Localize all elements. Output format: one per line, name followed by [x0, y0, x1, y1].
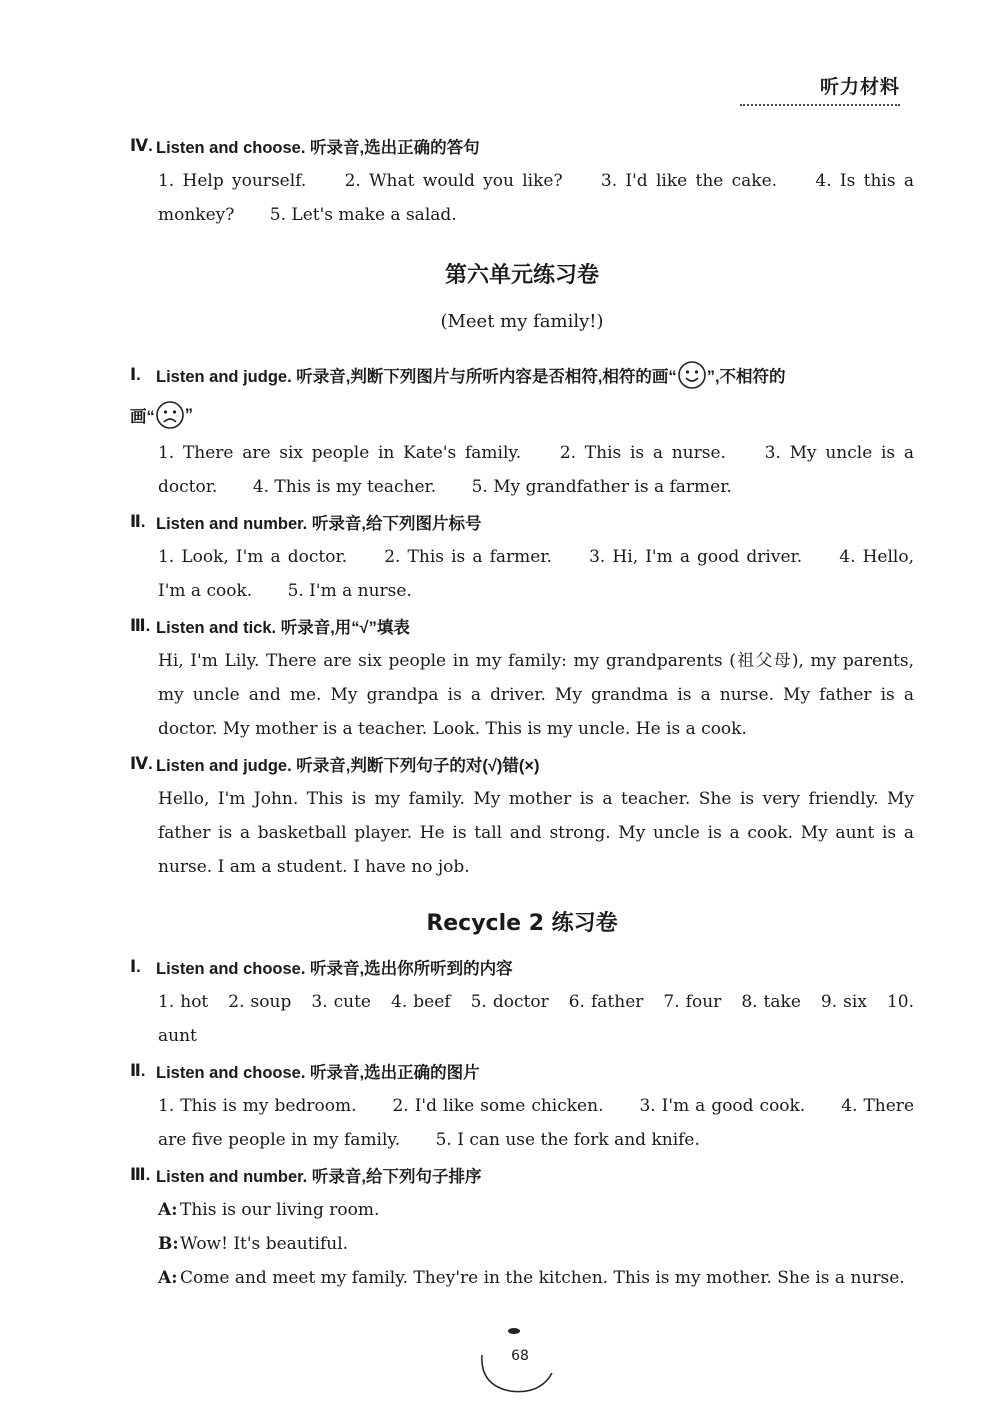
speaker-label: A:: [158, 1268, 178, 1288]
list-item: 2. This is a farmer.: [384, 547, 552, 567]
list-item: 2. This is a nurse.: [559, 443, 726, 463]
list-item: 1. This is my bedroom.: [158, 1096, 357, 1116]
section-instruction: Listen and choose. 听录音,选出正确的答句: [156, 139, 480, 157]
page-content: [130, 128, 914, 1295]
item-list: [158, 164, 914, 232]
section-instruction: Listen and choose. 听录音,选出你所听到的内容: [156, 960, 513, 978]
section-instruction-cont: ”: [184, 405, 193, 424]
header-divider: [740, 104, 900, 106]
list-item: 2. I'd like some chicken.: [392, 1096, 604, 1116]
list-item: 4. There are five people in my family.: [158, 1096, 914, 1150]
section-instruction-cont: 画“: [130, 408, 155, 426]
section-instruction: Listen and judge. 听录音,判断下列句子的对(√)错(×): [156, 757, 540, 775]
smiley-face-icon: [677, 360, 707, 390]
list-item: 10. aunt: [158, 992, 914, 1046]
list-item: 3. I'm a good cook.: [639, 1096, 806, 1116]
dialogue-text: This is our living room.: [180, 1200, 380, 1220]
dialogue-line: [158, 1261, 914, 1295]
section-number: Ⅱ.: [130, 1062, 146, 1080]
section-heading: [130, 614, 914, 638]
section-number: Ⅳ.: [130, 137, 153, 155]
section-instruction: Listen and tick. 听录音,用“√”填表: [156, 619, 410, 637]
speaker-label: B:: [158, 1234, 179, 1254]
dialogue-text: Wow! It's beautiful.: [180, 1234, 349, 1254]
section-heading: [130, 955, 914, 979]
sad-face-icon: [155, 400, 185, 430]
speaker-label: A:: [158, 1200, 178, 1220]
page-number: 68: [511, 1348, 529, 1364]
section-instruction-cont: ”,不相符的: [706, 368, 786, 386]
section-number: Ⅳ.: [130, 755, 153, 773]
list-item: 3. cute: [311, 992, 371, 1012]
section-number: Ⅱ.: [130, 513, 146, 531]
section-number: Ⅰ.: [130, 958, 141, 976]
dialogue: [158, 1193, 914, 1295]
listening-passage: Hi, I'm Lily. There are six people in my family: my grandparents (祖父母), my parents, my uncle and me. My grandpa is a driver. My grandma is a nurse. My father is a doctor. My mother is a teacher. Look. This is my uncle. He is a cook.: [158, 651, 914, 739]
list-item: 7. four: [663, 992, 722, 1012]
section-number: Ⅰ.: [130, 366, 141, 384]
list-item: 4. Hello, I'm a cook.: [158, 547, 915, 601]
section-number: Ⅲ.: [130, 1166, 151, 1184]
list-item: 4. Is this a monkey?: [158, 171, 915, 225]
listening-passage: Hello, I'm John. This is my family. My mother is a teacher. She is very friendly. My father is a basketball player. He is tall and strong. My uncle is a cook. My aunt is a nurse. I am a student. I have no job.: [158, 789, 914, 877]
item-list: [158, 436, 914, 504]
list-item: 5. My grandfather is a farmer.: [471, 477, 732, 497]
dialogue-line: [158, 1193, 914, 1227]
dialogue-text: Come and meet my family. They're in the kitchen. This is my mother. She is a nurse.: [180, 1268, 905, 1288]
list-item: 2. What would you like?: [344, 171, 563, 191]
item-list: [158, 540, 914, 608]
list-item: 1. hot: [158, 992, 209, 1012]
section-instruction: Listen and judge. 听录音,判断下列图片与所听内容是否相符,相符的画“: [156, 368, 677, 386]
list-item: 4. beef: [391, 992, 451, 1012]
section-heading: [130, 1059, 914, 1083]
list-item: 3. My uncle is a doctor.: [158, 443, 915, 497]
list-item: 5. I'm a nurse.: [287, 581, 412, 601]
list-item: 4. This is my teacher.: [252, 477, 437, 497]
list-item: 5. I can use the fork and knife.: [435, 1130, 700, 1150]
list-item: 3. Hi, I'm a good driver.: [589, 547, 803, 567]
item-list: [158, 985, 914, 1053]
section-number: Ⅲ.: [130, 617, 151, 635]
list-item: 5. Let's make a salad.: [269, 205, 457, 225]
list-item: 9. six: [820, 992, 867, 1012]
section-instruction: Listen and choose. 听录音,选出正确的图片: [156, 1064, 480, 1082]
recycle-title: Recycle 2 练习卷: [426, 911, 618, 936]
dialogue-line: [158, 1227, 914, 1261]
section-heading: [130, 752, 914, 776]
list-item: 1. Help yourself.: [158, 171, 307, 191]
list-item: 8. take: [741, 992, 801, 1012]
section-instruction: Listen and number. 听录音,给下列图片标号: [156, 515, 482, 533]
section-heading: [130, 360, 914, 390]
list-item: 2. soup: [228, 992, 292, 1012]
list-item: 3. I'd like the cake.: [600, 171, 778, 191]
section-heading: [130, 1163, 914, 1187]
list-item: 1. There are six people in Kate's family.: [158, 443, 522, 463]
section-heading: [130, 510, 914, 534]
item-list: [158, 1089, 914, 1157]
section-instruction: Listen and number. 听录音,给下列句子排序: [156, 1168, 482, 1186]
section-heading: [130, 134, 914, 158]
list-item: 6. father: [568, 992, 644, 1012]
section-heading-cont: [130, 400, 914, 430]
page-header-title: 听力材料: [819, 76, 900, 98]
list-item: 5. doctor: [470, 992, 549, 1012]
list-item: 1. Look, I'm a doctor.: [158, 547, 348, 567]
unit-title: 第六单元练习卷: [444, 263, 599, 288]
unit-subtitle: (Meet my family!): [440, 311, 604, 332]
